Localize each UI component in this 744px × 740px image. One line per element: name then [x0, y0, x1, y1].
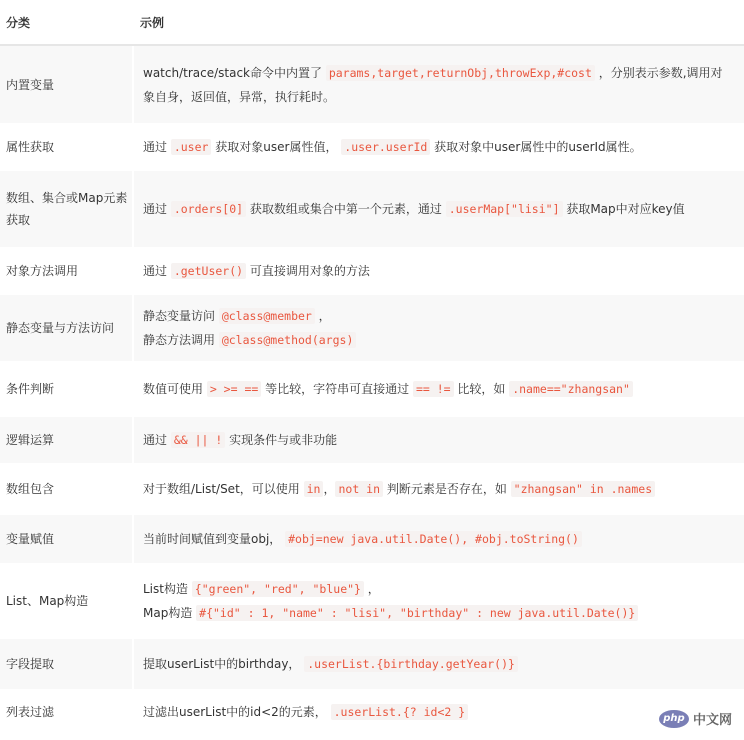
category-cell: 数组包含 [6, 482, 55, 496]
header-example: 示例 [133, 0, 744, 45]
table-row [0, 123, 744, 171]
code-snippet: .name=="zhangsan" [509, 381, 633, 397]
code-snippet: .userList.{birthday.getYear()} [304, 656, 518, 672]
table-row [0, 45, 744, 123]
example-text: 通过 [143, 264, 171, 278]
code-snippet: .getUser() [171, 263, 246, 279]
table-row [0, 247, 744, 295]
table-row [0, 417, 744, 463]
example-text: 获取对象user属性值， [211, 140, 342, 154]
category-cell: 内置变量 [6, 77, 55, 92]
example-text: ， [363, 582, 380, 596]
example-cell [133, 463, 744, 515]
example-text: ， [314, 309, 331, 323]
example-cell [133, 689, 744, 735]
code-snippet: @class@member [219, 308, 315, 324]
example-text: 等比较，字符串可直接通过 [261, 382, 413, 396]
example-cell [133, 361, 744, 417]
example-cell [133, 171, 744, 247]
example-text: 数值可使用 [143, 382, 207, 396]
category-cell: 字段提取 [6, 657, 55, 671]
example-text: 获取Map中对应key值 [562, 202, 685, 216]
table-row [0, 689, 744, 735]
example-text: 获取对象中user属性中的userId属性。 [430, 140, 642, 154]
code-snippet: .userList.{? id<2 } [331, 704, 469, 720]
code-snippet: .orders[0] [171, 201, 246, 217]
code-snippet: == != [413, 381, 454, 397]
example-text: 获取数组或集合中第一个元素，通过 [246, 202, 446, 216]
code-snippet: "zhangsan" in .names [511, 481, 655, 497]
category-cell: 静态变量与方法访问 [6, 321, 115, 335]
category-cell: 对象方法调用 [6, 264, 79, 278]
code-snippet: #obj=new java.util.Date(), #obj.toString() [285, 531, 582, 547]
example-cell [133, 247, 744, 295]
category-cell: 逻辑运算 [6, 433, 55, 447]
example-cell [133, 639, 744, 689]
table-row [0, 361, 744, 417]
example-text: 对于数组/List/Set，可以使用 [143, 482, 304, 496]
table-row [0, 295, 744, 361]
category-cell: 列表过滤 [6, 705, 55, 719]
code-snippet: .user.userId [341, 139, 430, 155]
code-snippet: {"green", "red", "blue"} [192, 581, 364, 597]
header-category: 分类 [0, 0, 133, 45]
code-snippet: in [304, 481, 324, 497]
php-cn-watermark [659, 709, 732, 728]
example-text: watch/trace/stack命令中内置了 [143, 65, 326, 80]
example-cell [133, 45, 744, 123]
table-body [0, 45, 744, 735]
table-header-row [0, 0, 744, 45]
code-snippet: not in [335, 481, 383, 497]
table-row [0, 639, 744, 689]
example-text: 通过 [143, 202, 171, 216]
example-text: List构造 [143, 582, 192, 596]
category-cell: List、Map构造 [6, 594, 89, 608]
example-text: 判断元素是否存在，如 [383, 482, 511, 496]
php-logo: php [659, 710, 689, 728]
watermark-text: 中文网 [692, 713, 732, 728]
example-text: 通过 [143, 433, 171, 447]
code-snippet: params,target,returnObj,throwExp,#cost [326, 65, 595, 81]
example-text: ，分别表示参数,调用对象自身，返回值，异常，执行耗时。 [143, 65, 723, 104]
table-row [0, 463, 744, 515]
example-text: 静态变量访问 [143, 309, 219, 323]
example-cell [133, 515, 744, 563]
category-cell: 数组、集合或Map元素获取 [6, 191, 128, 227]
example-text: 静态方法调用 [143, 333, 219, 347]
example-text: 实现条件与或非功能 [225, 433, 338, 447]
code-snippet: > >= == [207, 381, 261, 397]
code-snippet: .userMap["lisi"] [446, 201, 563, 217]
table-row [0, 563, 744, 639]
code-snippet: .user [171, 139, 212, 155]
category-cell: 条件判断 [6, 382, 55, 396]
code-snippet: #{"id" : 1, "name" : "lisi", "birthday" : new java.util.Date()} [196, 605, 638, 621]
category-cell: 属性获取 [6, 140, 55, 154]
example-text: Map构造 [143, 606, 197, 620]
example-text: 提取userList中的birthday， [143, 657, 305, 671]
code-snippet: @class@method(args) [219, 332, 357, 348]
example-text: 过滤出userList中的id<2的元素， [143, 705, 331, 719]
example-cell [133, 563, 744, 639]
code-snippet: && || ! [171, 432, 225, 448]
example-cell [133, 295, 744, 361]
category-cell: 变量赋值 [6, 532, 55, 546]
example-text: 当前时间赋值到变量obj， [143, 532, 286, 546]
example-text: 比较，如 [453, 382, 510, 396]
example-cell [133, 417, 744, 463]
table-row [0, 515, 744, 563]
example-cell [133, 123, 744, 171]
table-row [0, 171, 744, 247]
example-text: ， [323, 482, 336, 496]
example-text: 通过 [143, 140, 171, 154]
example-text: 可直接调用对象的方法 [246, 264, 370, 278]
